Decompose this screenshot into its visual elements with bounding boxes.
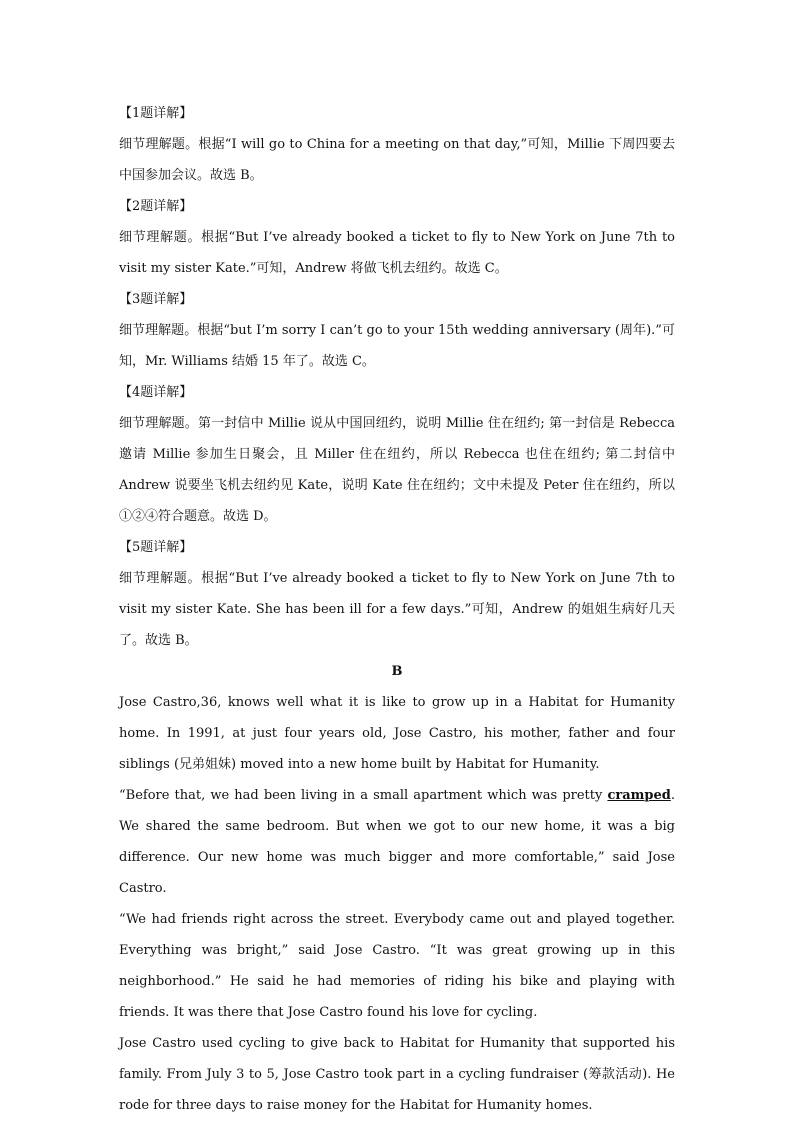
answer-4-text: 细节理解题。第一封信中 Millie 说从中国回纽约，说明 Millie 住在纽约; 第一封信是 Rebecca 邀请 Millie 参加生日聚会，且 Miller 住在纽约，所以 Rebecca 也住在纽约; 第二封信中 Andrew 说要坐飞机去纽约见 Kate，说明 Kate 住在纽约；文中未提及 Peter 住在纽约，所以①②④符合题意。故选 D。 xyxy=(119,416,675,524)
answer-1-text: 细节理解题。根据“I will go to China for a meeting on that day,”可知，Millie 下周四要去中国参加会议。故选 B。 xyxy=(119,137,675,183)
passage-paragraph-4: Jose Castro used cycling to give back to Habitat for Humanity that supported his family. From July 3 to 5, Jose Castro took part in a cycling fundraiser (筹款活动). He rode for three days to raise money for the Habitat for Humanity homes. xyxy=(119,1036,675,1113)
answer-1-heading: 【1题详解】 xyxy=(119,106,193,121)
answer-2-heading: 【2题详解】 xyxy=(119,199,193,214)
answer-4-heading: 【4题详解】 xyxy=(119,385,193,400)
passage-paragraph-2 xyxy=(119,780,675,904)
answer-3-text: 细节理解题。根据“but I’m sorry I can’t go to your 15th wedding anniversary (周年).”可知，Mr. Williams 结婚 15 年了。故选 C。 xyxy=(119,323,675,369)
passage-paragraph-1: Jose Castro,36, knows well what it is like to grow up in a Habitat for Humanity home. In 1991, at just four years old, Jose Castro, his mother, father and four siblings (兄弟姐妹) moved into a new home built by Habitat for Humanity. xyxy=(119,695,675,772)
section-b-title: B xyxy=(391,664,403,679)
answer-5-heading: 【5题详解】 xyxy=(119,540,193,555)
answer-3-heading: 【3题详解】 xyxy=(119,292,193,307)
document-page xyxy=(119,98,675,1121)
paragraph-2-end: . We shared the same bedroom. But when we got to our new home, it was a big difference. Our new home was much bigger and more comfortable,” said Jose Castro. xyxy=(119,788,675,896)
paragraph-2-start: “Before that, we had been living in a small apartment which was pretty xyxy=(119,788,608,803)
answer-5-text: 细节理解题。根据“But I’ve already booked a ticket to fly to New York on June 7th to visit my sister Kate. She has been ill for a few days.”可知，Andrew 的姐姐生病好几天了。故选 B。 xyxy=(119,571,675,648)
passage-paragraph-3: “We had friends right across the street. Everybody came out and played together. Everything was bright,” said Jose Castro. “It was great growing up in this neighborhood.” He said he had memories of riding his bike and playing with friends. It was there that Jose Castro found his love for cycling. xyxy=(119,912,675,1020)
keyword-cramped: cramped xyxy=(607,788,671,803)
answer-2-text: 细节理解题。根据“But I’ve already booked a ticket to fly to New York on June 7th to visit my sister Kate.”可知，Andrew 将做飞机去纽约。故选 C。 xyxy=(119,230,675,276)
